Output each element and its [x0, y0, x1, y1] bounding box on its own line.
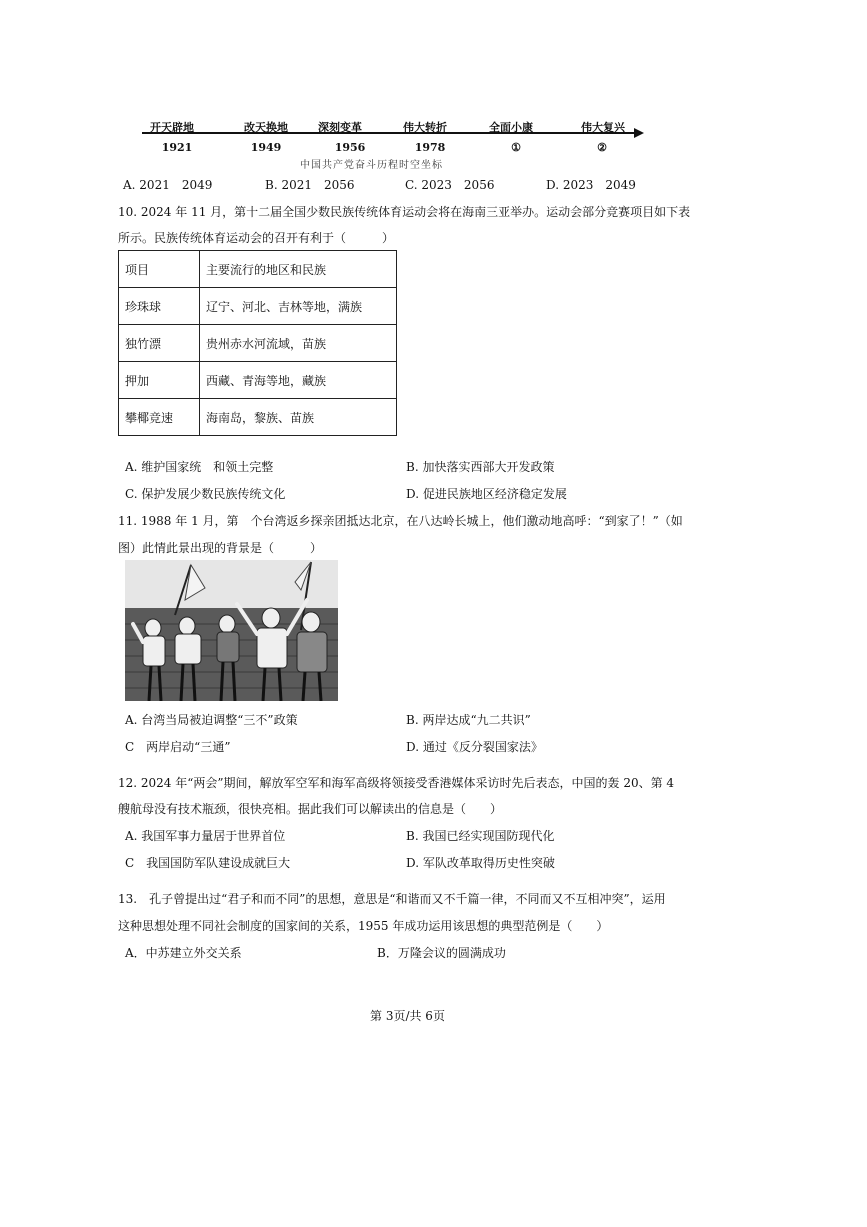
table-cell: 贵州赤水河流域，苗族: [200, 325, 397, 362]
table-cell: 珍珠球: [119, 288, 200, 325]
timeline-label: 伟大复兴: [581, 121, 625, 134]
table-row: [119, 399, 397, 436]
q10-option-c: C. 保护发展少数民族传统文化: [125, 487, 286, 501]
timeline-label: 全面小康: [489, 121, 533, 134]
table-cell: 押加: [119, 362, 200, 399]
timeline-axis: [142, 132, 636, 134]
timeline-year: ②: [597, 141, 607, 154]
timeline-year: ①: [511, 141, 521, 154]
q11-option-b: B. 两岸达成“九二共识”: [406, 713, 531, 727]
q9-option-a: A. 2021 2049: [123, 178, 213, 192]
table-cell: 西藏、青海等地，藏族: [200, 362, 397, 399]
timeline-label: 深刻变革: [318, 121, 362, 134]
q11-option-a: A. 台湾当局被迫调整“三不”政策: [125, 713, 298, 727]
photo-illustration: [125, 560, 338, 701]
timeline-label: 伟大转折: [403, 121, 447, 134]
sports-table: [118, 250, 397, 436]
q11-stem-line1: 11. 1988 年 1 月，第 个台湾返乡探亲团抵达北京，在八达岭长城上，他们激动地高呼：“到家了！”（如: [118, 514, 683, 528]
q10-option-b: B. 加快落实西部大开发政策: [406, 460, 555, 474]
timeline-caption: 中国共产党奋斗历程时空坐标: [300, 160, 443, 171]
q11-option-d: D. 通过《反分裂国家法》: [406, 740, 543, 754]
q12-stem-line1: 12. 2024 年“两会”期间，解放军空军和海军高级将领接受香港媒体采访时先后表态，中国的轰 20、第 4: [118, 776, 675, 790]
q12-option-b: B. 我国已经实现国防现代化: [406, 829, 555, 843]
q13-option-b: B．万隆会议的圆满成功: [377, 946, 506, 960]
table-header-cell: 项目: [119, 251, 200, 288]
q13-option-a: A．中苏建立外交关系: [125, 946, 242, 960]
q10-option-a: A. 维护国家统 和领土完整: [125, 460, 274, 474]
q10-stem-line2: 所示。民族传统体育运动会的召开有利于（ ）: [118, 231, 395, 245]
q10-stem-line1: 10. 2024 年 11 月，第十二届全国少数民族传统体育运动会将在海南三亚举办。运动会部分竞赛项目如下表: [118, 205, 691, 219]
q11-stem-line2: 图）此情此景出现的背景是（ ）: [118, 541, 323, 555]
table-cell: 辽宁、河北、吉林等地，满族: [200, 288, 397, 325]
q9-option-d: D. 2023 2049: [546, 178, 636, 192]
q13-stem-line2: 这种思想处理不同社会制度的国家间的关系，1955 年成功运用该思想的典型范例是（ ）: [118, 919, 609, 933]
table-row: [119, 325, 397, 362]
table-header-cell: 主要流行的地区和民族: [200, 251, 397, 288]
timeline-year: 1949: [250, 141, 282, 154]
q12-option-d: D. 军队改革取得历史性突破: [406, 856, 555, 870]
table-row: [119, 362, 397, 399]
q10-option-d: D. 促进民族地区经济稳定发展: [406, 487, 567, 501]
q12-option-a: A. 我国军事力量居于世界首位: [125, 829, 286, 843]
q13-stem-line1: 13. 孔子曾提出过“君子和而不同”的思想，意思是“和谐而又不千篇一律，不同而又不互相冲突”，运用: [118, 892, 666, 906]
q9-option-c: C. 2023 2056: [405, 178, 495, 192]
timeline-year: 1956: [334, 141, 366, 154]
table-header-row: [119, 251, 397, 288]
q11-option-c: C 两岸启动“三通”: [125, 740, 231, 754]
table-cell: 独竹漂: [119, 325, 200, 362]
q12-stem-line2: 艘航母没有技术瓶颈，很快亮相。据此我们可以解读出的信息是（ ）: [118, 802, 503, 816]
great-wall-photo: [125, 560, 338, 701]
timeline-year: 1921: [161, 141, 193, 154]
page-number: 第 3页/共 6页: [370, 1009, 445, 1023]
table-cell: 海南岛，黎族、苗族: [200, 399, 397, 436]
timeline-year: 1978: [414, 141, 446, 154]
table-cell: 攀椰竞速: [119, 399, 200, 436]
timeline-label: 改天换地: [244, 121, 288, 134]
table-row: [119, 288, 397, 325]
q9-option-b: B. 2021 2056: [265, 178, 355, 192]
timeline-arrow-icon: [634, 128, 644, 138]
q12-option-c: C 我国国防军队建设成就巨大: [125, 856, 291, 870]
timeline-label: 开天辟地: [150, 121, 194, 134]
